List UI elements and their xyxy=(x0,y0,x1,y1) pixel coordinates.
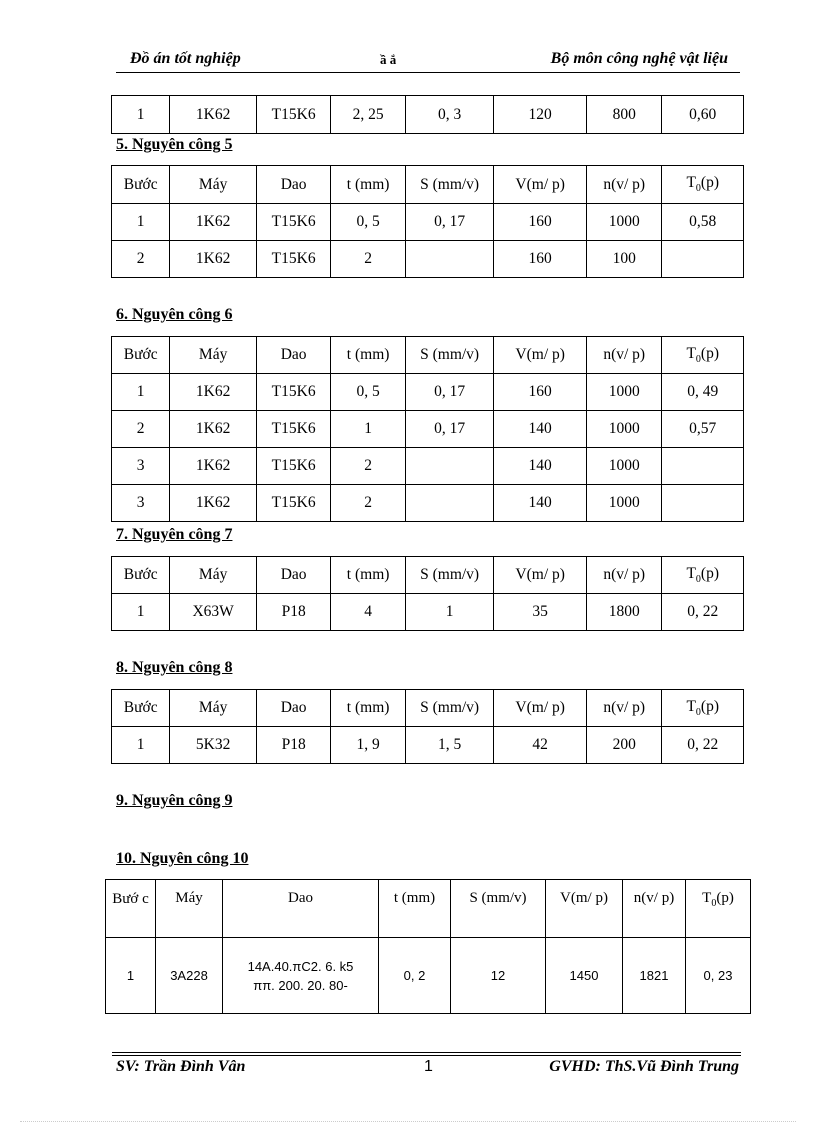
section-title-7: 7. Nguyên công 7 xyxy=(116,526,233,543)
cell-s: 1, 5 xyxy=(405,727,494,764)
col-header-v: V(m/ p) xyxy=(494,166,587,204)
cell-n: 800 xyxy=(586,96,661,134)
col-header-step: Bước xyxy=(112,166,170,204)
col-header-t: t (mm) xyxy=(331,690,405,727)
cell-n: 1000 xyxy=(586,485,661,522)
table-4-tail xyxy=(111,95,744,134)
header-ornament: ầ ắ xyxy=(380,52,397,67)
col-header-tool: Dao xyxy=(256,557,330,594)
cell-step: 1 xyxy=(112,727,170,764)
cell-time: 0, 49 xyxy=(662,374,744,411)
col-header-tool: Dao xyxy=(256,166,330,204)
cell-s: 0, 17 xyxy=(405,411,494,448)
cell-step: 2 xyxy=(112,411,170,448)
cell-time: 0,60 xyxy=(662,96,744,134)
cell-step: 1 xyxy=(112,204,170,241)
cell-t: 2, 25 xyxy=(331,96,405,134)
col-header-time: $T_0(p)$ xyxy=(662,557,744,594)
table-header-row xyxy=(112,690,744,727)
table-row xyxy=(112,727,744,764)
cell-s: 0, 17 xyxy=(405,374,494,411)
table-row xyxy=(112,448,744,485)
cell-s: 0, 17 xyxy=(405,204,494,241)
table-row xyxy=(106,938,751,1014)
table-row xyxy=(112,594,744,631)
section-title-10: 10. Nguyên công 10 xyxy=(116,850,249,867)
cell-v: 140 xyxy=(494,448,587,485)
col-header-machine: Máy xyxy=(156,880,223,938)
col-header-s: S (mm/v) xyxy=(405,690,494,727)
cell-tool: T15K6 xyxy=(256,448,330,485)
page-header xyxy=(116,48,740,73)
col-header-t: t (mm) xyxy=(331,557,405,594)
col-header-tool: Dao xyxy=(256,690,330,727)
cell-machine: 1K62 xyxy=(170,411,257,448)
header-left-title: Đồ án tốt nghiệp xyxy=(130,50,241,67)
cell-time: 0, 23 xyxy=(686,938,751,1014)
col-header-machine: Máy xyxy=(170,166,257,204)
cell-n: 200 xyxy=(586,727,661,764)
cell-machine: 1K62 xyxy=(170,448,257,485)
table-row xyxy=(112,241,744,278)
cell-machine: 5K32 xyxy=(170,727,257,764)
cell-t: 0, 5 xyxy=(331,204,405,241)
cell-time: 0, 22 xyxy=(662,727,744,764)
table-section-5 xyxy=(111,165,744,278)
cell-s xyxy=(405,241,494,278)
cell-s xyxy=(405,485,494,522)
cell-tool: P18 xyxy=(256,594,330,631)
cell-n: 1000 xyxy=(586,411,661,448)
cell-t: 1 xyxy=(331,411,405,448)
cell-machine: 1K62 xyxy=(170,96,257,134)
col-header-t: t (mm) xyxy=(331,166,405,204)
col-header-n: n(v/ p) xyxy=(586,690,661,727)
cell-t: 2 xyxy=(331,241,405,278)
cell-n: 1000 xyxy=(586,374,661,411)
col-header-step: Bướ c xyxy=(106,880,156,938)
page-number: 1 xyxy=(424,1058,433,1075)
cell-s xyxy=(405,448,494,485)
cell-v: 1450 xyxy=(546,938,623,1014)
table-header-row xyxy=(106,880,751,938)
table-row xyxy=(112,204,744,241)
table-section-10 xyxy=(105,879,751,1014)
table-section-7 xyxy=(111,556,744,631)
cell-time xyxy=(662,485,744,522)
cell-time xyxy=(662,241,744,278)
col-header-n: n(v/ p) xyxy=(586,166,661,204)
cell-tool: 14A.40.πC2. 6. k5 ππ. 200. 20. 80- xyxy=(223,938,379,1014)
cell-machine: 1K62 xyxy=(170,374,257,411)
col-header-s: S (mm/v) xyxy=(405,166,494,204)
cell-t: 2 xyxy=(331,448,405,485)
cell-step: 3 xyxy=(112,448,170,485)
cell-machine: 3A228 xyxy=(156,938,223,1014)
cell-machine: 1K62 xyxy=(170,485,257,522)
cell-s: 12 xyxy=(451,938,546,1014)
col-header-time: $T_0(p)$ xyxy=(686,880,751,938)
footer-advisor: GVHD: ThS.Vũ Đình Trung xyxy=(549,1058,739,1075)
col-header-time: $T_0(p)$ xyxy=(662,166,744,204)
cell-step: 2 xyxy=(112,241,170,278)
col-header-t: t (mm) xyxy=(379,880,451,938)
table-section-8 xyxy=(111,689,744,764)
cell-v: 160 xyxy=(494,204,587,241)
cell-step: 1 xyxy=(106,938,156,1014)
table-row xyxy=(112,411,744,448)
page-bottom-divider xyxy=(20,1121,796,1122)
footer-student: SV: Trần Đình Vân xyxy=(116,1058,246,1075)
cell-step: 1 xyxy=(112,96,170,134)
cell-t: 1, 9 xyxy=(331,727,405,764)
col-header-n: n(v/ p) xyxy=(586,337,661,374)
col-header-time: $T_0(p)$ xyxy=(662,337,744,374)
cell-machine: 1K62 xyxy=(170,241,257,278)
cell-s: 1 xyxy=(405,594,494,631)
col-header-n: n(v/ p) xyxy=(623,880,686,938)
cell-v: 42 xyxy=(494,727,587,764)
cell-t: 4 xyxy=(331,594,405,631)
cell-step: 1 xyxy=(112,374,170,411)
col-header-machine: Máy xyxy=(170,557,257,594)
table-section-6 xyxy=(111,336,744,522)
col-header-s: S (mm/v) xyxy=(451,880,546,938)
cell-step: 1 xyxy=(112,594,170,631)
cell-v: 160 xyxy=(494,374,587,411)
cell-tool: T15K6 xyxy=(256,485,330,522)
cell-n: 100 xyxy=(586,241,661,278)
cell-time: 0,57 xyxy=(662,411,744,448)
cell-v: 35 xyxy=(494,594,587,631)
table-row xyxy=(112,96,744,134)
col-header-tool: Dao xyxy=(223,880,379,938)
cell-t: 0, 2 xyxy=(379,938,451,1014)
cell-step: 3 xyxy=(112,485,170,522)
page-footer xyxy=(112,1052,741,1075)
cell-s: 0, 3 xyxy=(405,96,494,134)
table-header-row xyxy=(112,557,744,594)
cell-time: 0, 22 xyxy=(662,594,744,631)
cell-tool: T15K6 xyxy=(256,96,330,134)
cell-v: 140 xyxy=(494,485,587,522)
col-header-time: $T_0(p)$ xyxy=(662,690,744,727)
cell-time xyxy=(662,448,744,485)
col-header-step: Bước xyxy=(112,557,170,594)
table-row xyxy=(112,374,744,411)
cell-tool: T15K6 xyxy=(256,411,330,448)
col-header-machine: Máy xyxy=(170,337,257,374)
cell-machine: X63W xyxy=(170,594,257,631)
section-title-9: 9. Nguyên công 9 xyxy=(116,792,233,809)
cell-v: 140 xyxy=(494,411,587,448)
col-header-step: Bước xyxy=(112,690,170,727)
cell-v: 120 xyxy=(494,96,587,134)
col-header-n: n(v/ p) xyxy=(586,557,661,594)
cell-t: 2 xyxy=(331,485,405,522)
cell-machine: 1K62 xyxy=(170,204,257,241)
col-header-t: t (mm) xyxy=(331,337,405,374)
table-header-row xyxy=(112,166,744,204)
header-right-title: Bộ môn công nghệ vật liệu xyxy=(550,50,728,67)
cell-tool: T15K6 xyxy=(256,374,330,411)
section-title-5: 5. Nguyên công 5 xyxy=(116,136,233,153)
col-header-v: V(m/ p) xyxy=(546,880,623,938)
col-header-v: V(m/ p) xyxy=(494,690,587,727)
cell-t: 0, 5 xyxy=(331,374,405,411)
col-header-tool: Dao xyxy=(256,337,330,374)
cell-tool: T15K6 xyxy=(256,204,330,241)
cell-tool: T15K6 xyxy=(256,241,330,278)
table-header-row xyxy=(112,337,744,374)
cell-n: 1000 xyxy=(586,448,661,485)
cell-n: 1821 xyxy=(623,938,686,1014)
cell-tool: P18 xyxy=(256,727,330,764)
col-header-s: S (mm/v) xyxy=(405,557,494,594)
table-row xyxy=(112,485,744,522)
col-header-v: V(m/ p) xyxy=(494,337,587,374)
col-header-s: S (mm/v) xyxy=(405,337,494,374)
cell-v: 160 xyxy=(494,241,587,278)
cell-n: 1000 xyxy=(586,204,661,241)
section-title-8: 8. Nguyên công 8 xyxy=(116,659,233,676)
col-header-v: V(m/ p) xyxy=(494,557,587,594)
cell-time: 0,58 xyxy=(662,204,744,241)
col-header-machine: Máy xyxy=(170,690,257,727)
cell-n: 1800 xyxy=(586,594,661,631)
section-title-6: 6. Nguyên công 6 xyxy=(116,306,233,323)
col-header-step: Bước xyxy=(112,337,170,374)
